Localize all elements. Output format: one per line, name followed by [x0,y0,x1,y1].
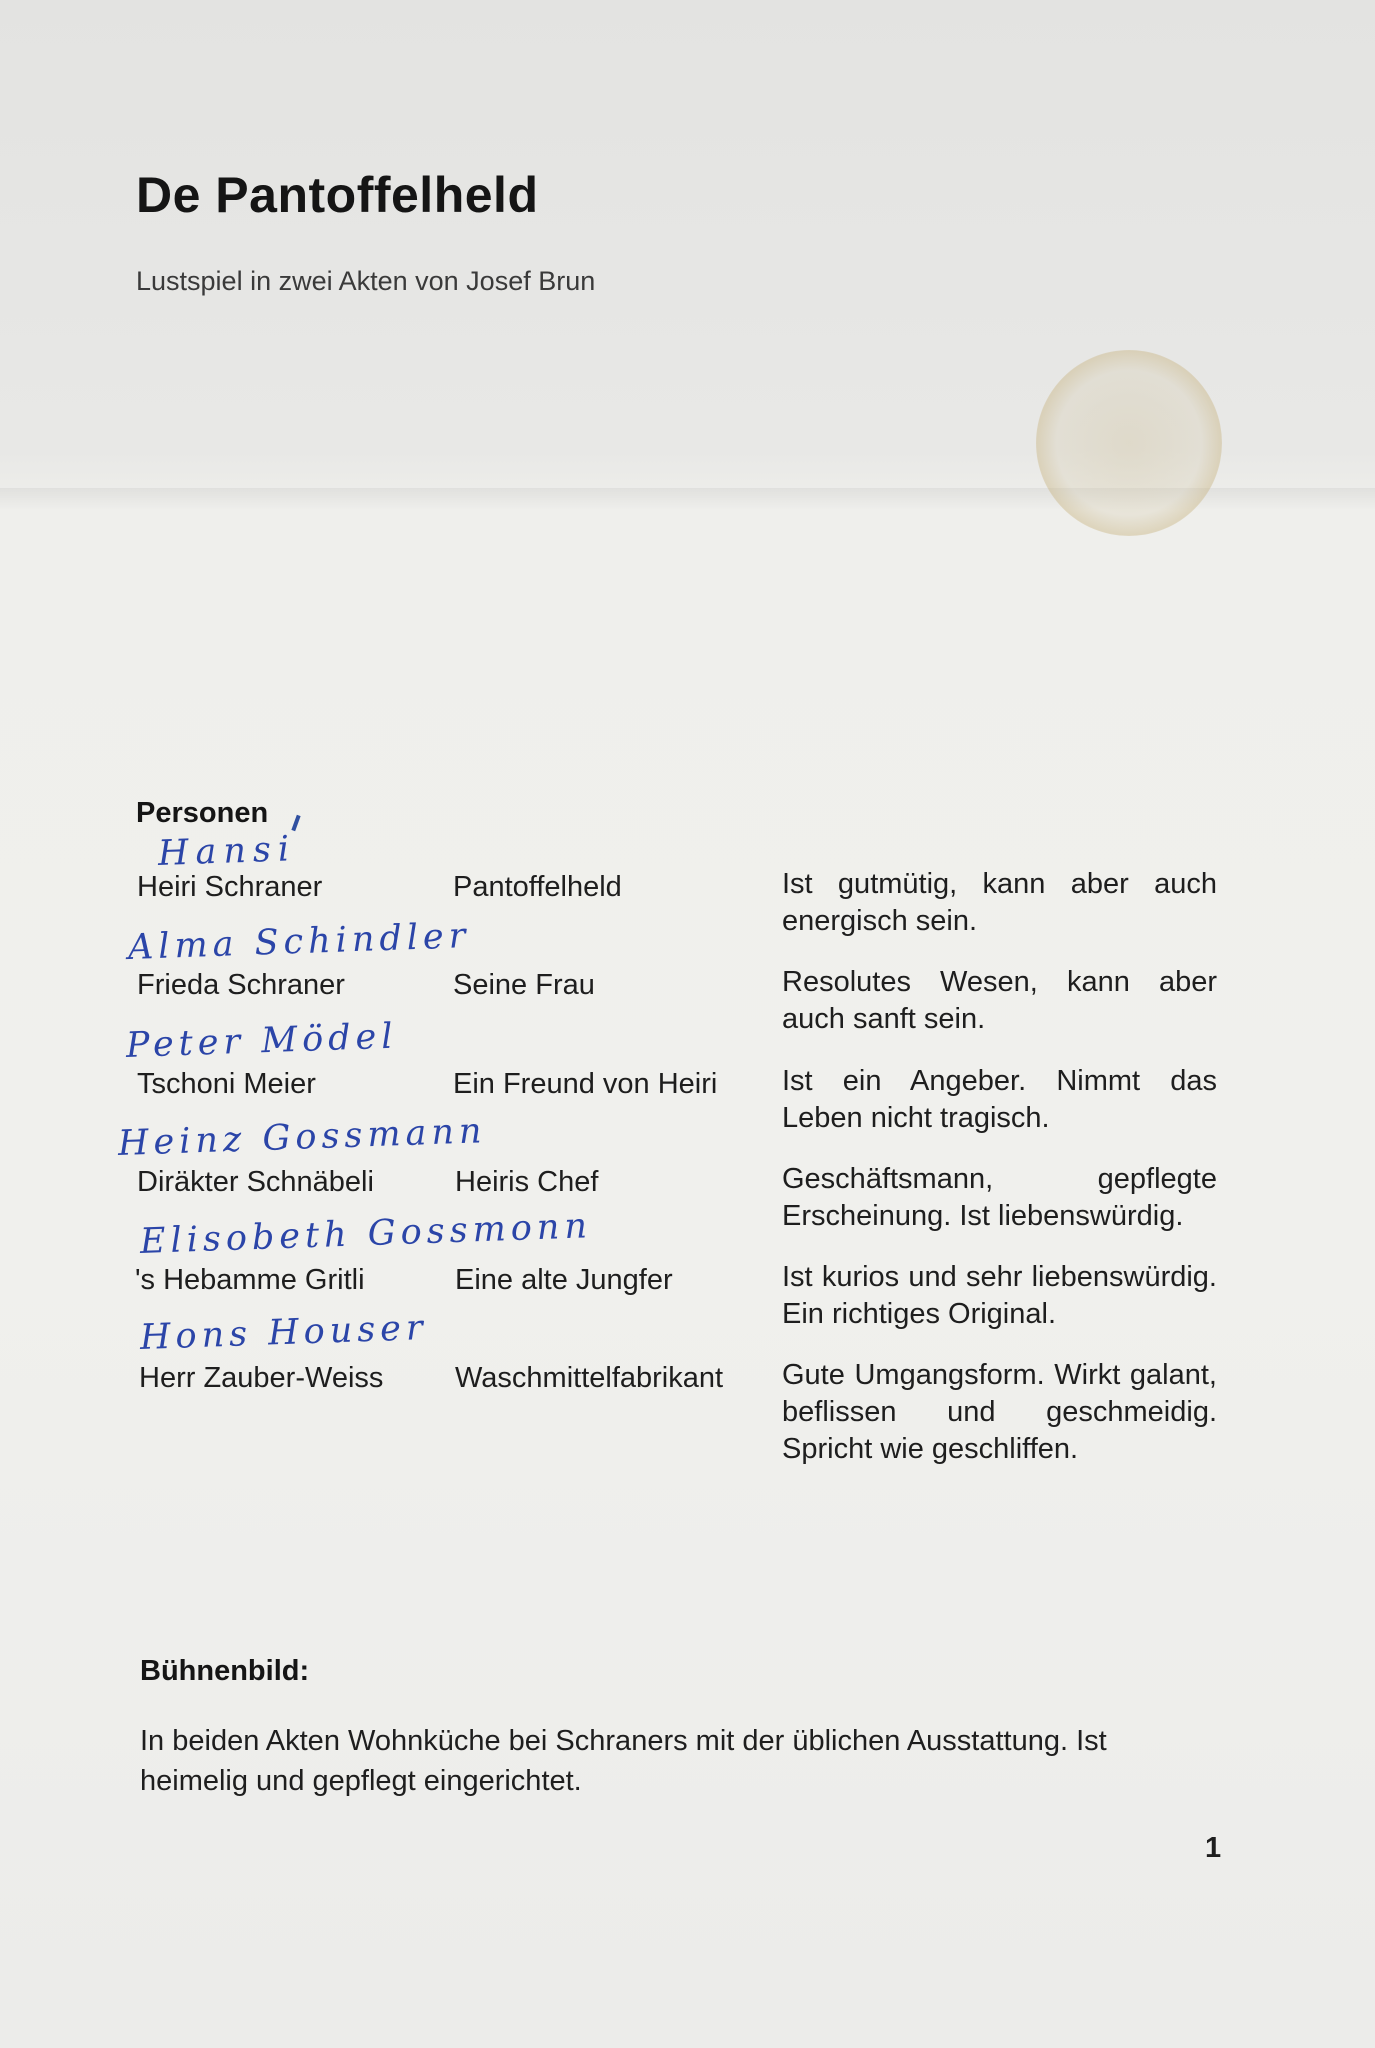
buehnenbild-text: In beiden Akten Wohnküche bei Schraners mit der üblichen Ausstattung. Ist heimelig und gepflegt eingerichtet. [140,1725,1107,1797]
character-role: Pantoffelheld [453,871,622,903]
character-role: Heiris Chef [455,1166,599,1198]
coffee-stain [1036,350,1222,536]
character-name: Heiri Schraner [137,871,323,903]
character-description: Resolutes Wesen, kann aber auch sanft sein. [782,966,1217,1035]
character-description: Gute Umgangsform. Wirkt galant, beflissen und geschmeidig. Spricht wie geschliffen. [782,1359,1217,1465]
handwritten-actor-name: Elisobeth Gossmonn [139,1206,593,1262]
character-description: Geschäftsmann, gepflegte Erscheinung. Ist liebenswürdig. [782,1163,1217,1232]
page-subtitle: Lustspiel in zwei Akten von Josef Brun [136,266,596,296]
character-description: Ist kurios und sehr liebenswürdig. Ein richtiges Original. [782,1261,1217,1330]
character-role: Waschmittelfabrikant [455,1362,724,1394]
character-role: Ein Freund von Heiri [453,1068,718,1100]
handwritten-actor-name: Peter Mödel [125,1016,399,1066]
character-name: 's Hebamme Gritli [135,1264,365,1296]
character-name: Tschoni Meier [137,1068,316,1100]
handwritten-actor-name: Hansi [157,829,297,874]
character-description: Ist gutmütig, kann aber auch energisch sein. [782,868,1217,937]
page-number: 1 [1205,1832,1222,1864]
handwritten-actor-name: Alma Schindler [127,916,472,968]
handwritten-actor-name: Heinz Gossmann [117,1111,488,1164]
page-title: De Pantoffelheld [136,167,539,223]
personen-heading: Personen [136,797,269,829]
character-name: Diräkter Schnäbeli [137,1166,374,1198]
character-role: Eine alte Jungfer [455,1264,673,1296]
character-role: Seine Frau [453,969,595,1001]
character-name: Frieda Schraner [137,969,345,1001]
handwritten-actor-name: Hons Houser [139,1307,429,1358]
character-name: Herr Zauber-Weiss [139,1362,384,1394]
buehnenbild-heading: Bühnenbild: [140,1655,310,1687]
character-description: Ist ein Angeber. Nimmt das Leben nicht tragisch. [782,1065,1217,1134]
